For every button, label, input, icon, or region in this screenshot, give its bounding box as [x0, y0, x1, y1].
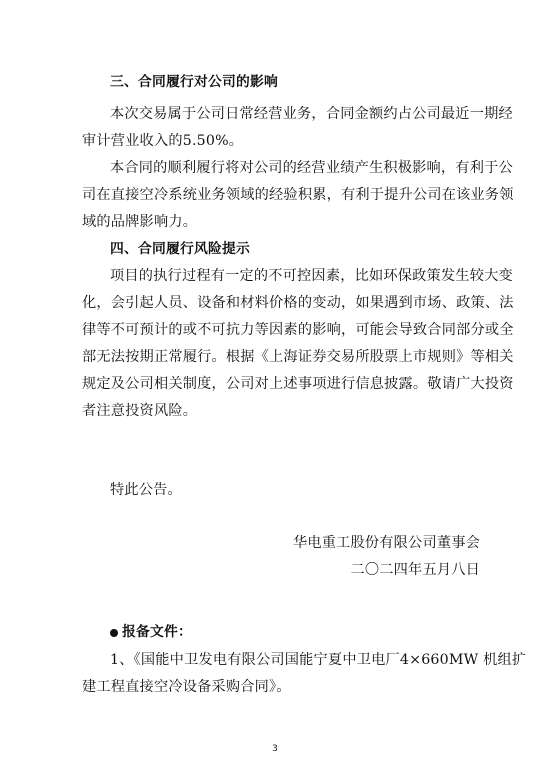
section-3-heading: 三、合同履行对公司的影响 — [110, 74, 278, 90]
section-4-para1-line4: 部无法按期正常履行。根据《上海证券交易所股票上市规则》等相关 — [82, 349, 514, 365]
closing-statement: 特此公告。 — [110, 482, 182, 498]
section-4-para1-line6: 者注意投资风险。 — [82, 403, 198, 419]
attachment-item1-line1: 1、《国能中卫发电有限公司国能宁夏中卫电厂4×660MW 机组扩 — [110, 652, 527, 668]
page-number: 3 — [272, 744, 278, 754]
bullet-icon — [110, 629, 118, 637]
section-4-para1-line5: 规定及公司相关制度，公司对上述事项进行信息披露。敬请广大投资 — [82, 376, 514, 392]
attachment-item1-line2: 建工程直接空冷设备采购合同》。 — [82, 679, 291, 695]
section-3-para1-line1: 本次交易属于公司日常经营业务，合同金额约占公司最近一期经 — [110, 106, 513, 122]
section-3-para2-line1: 本合同的顺利履行将对公司的经营业绩产生积极影响，有利于公 — [110, 160, 513, 176]
section-3-para2-line3: 域的品牌影响力。 — [82, 214, 198, 230]
section-3-para1-line2: 审计营业收入的5.50%。 — [82, 133, 244, 149]
section-4-para1-line1: 项目的执行过程有一定的不可控因素，比如环保政策发生较大变 — [110, 268, 513, 284]
section-4-heading: 四、合同履行风险提示 — [110, 241, 250, 257]
signature-company: 华电重工股份有限公司董事会 — [292, 535, 480, 551]
section-3-para2-line2: 司在直接空冷系统业务领域的经验积累，有利于提升公司在该业务领 — [82, 187, 514, 203]
signature-date: 二〇二四年五月八日 — [350, 562, 480, 578]
section-4-para1-line2: 化，会引起人员、设备和材料价格的变动，如果遇到市场、政策、法 — [82, 295, 514, 311]
section-4-para1-line3: 律等不可预计的或不可抗力等因素的影响，可能会导致合同部分或全 — [82, 322, 514, 338]
attachments-heading: 报备文件： — [122, 624, 192, 640]
